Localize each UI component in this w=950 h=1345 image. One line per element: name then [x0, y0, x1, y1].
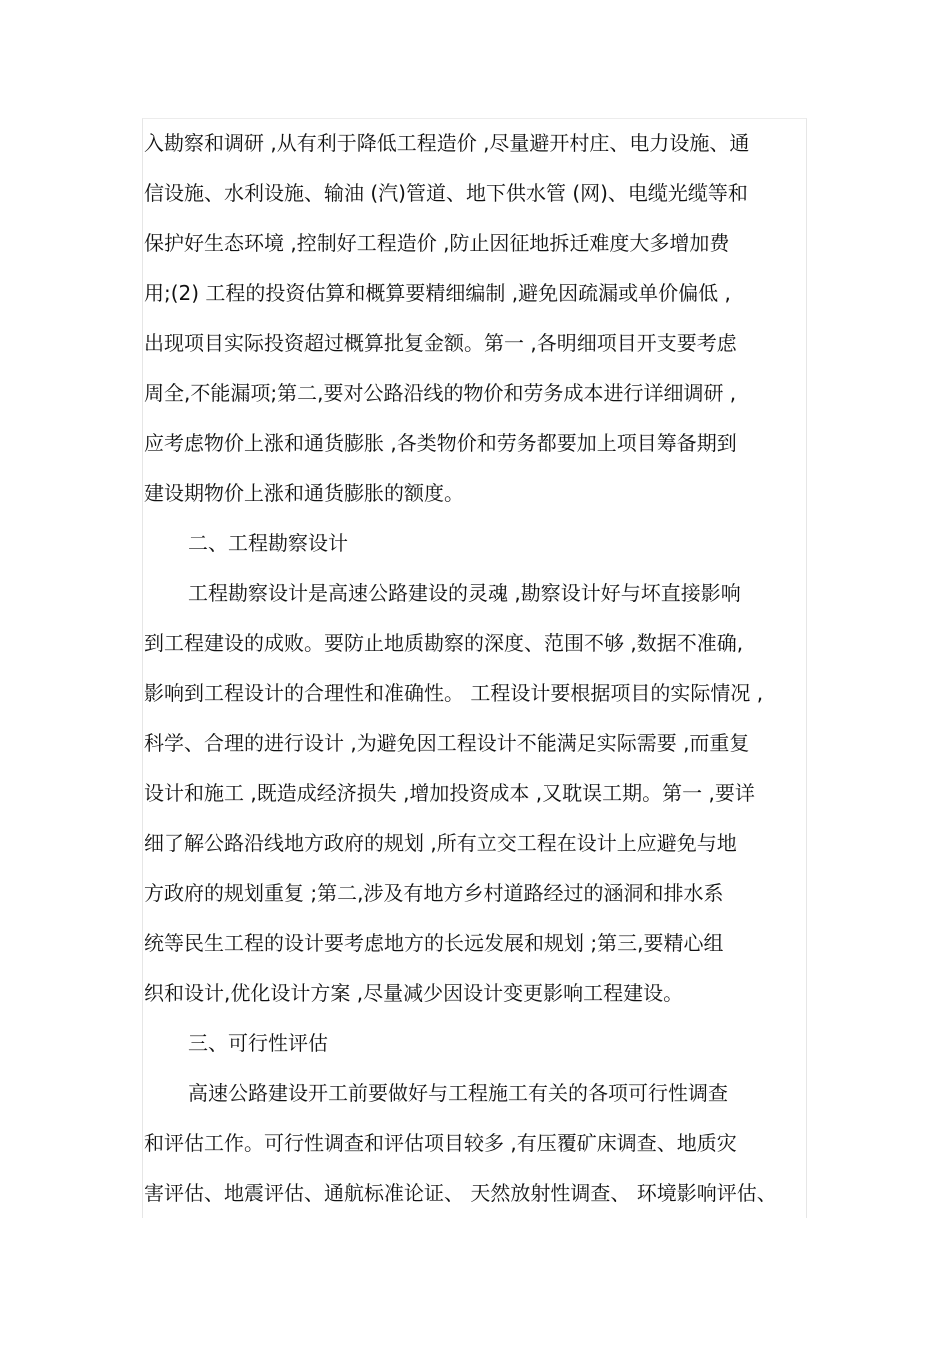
document-body — [144, 118, 814, 1218]
text-line: 方政府的规划重复 ;第二,涉及有地方乡村道路经过的涵洞和排水系 — [144, 881, 724, 905]
text-line: 设计和施工 ,既造成经济损失 ,增加投资成本 ,又耽误工期。第一 ,要详 — [144, 781, 755, 805]
text-line: 害评估、地震评估、通航标准论证、 天然放射性调查、 环境影响评估、 — [144, 1181, 777, 1205]
text-line: 影响到工程设计的合理性和准确性。 工程设计要根据项目的实际情况 , — [144, 681, 764, 705]
text-line: 科学、合理的进行设计 ,为避免因工程设计不能满足实际需要 ,而重复 — [144, 731, 750, 755]
text-line: 周全,不能漏项;第二,要对公路沿线的物价和劳务成本进行详细调研 , — [144, 381, 737, 405]
paragraph-start-line: 工程勘察设计是高速公路建设的灵魂 ,勘察设计好与坏直接影响 — [188, 581, 741, 605]
text-line: 织和设计,优化设计方案 ,尽量减少因设计变更影响工程建设。 — [144, 981, 684, 1005]
text-line: 出现项目实际投资超过概算批复金额。第一 ,各明细项目开支要考虑 — [144, 331, 737, 355]
text-line: 用;(2) 工程的投资估算和概算要精细编制 ,避免因疏漏或单价偏低 , — [144, 281, 731, 305]
text-line: 到工程建设的成败。要防止地质勘察的深度、范围不够 ,数据不准确, — [144, 631, 744, 655]
text-line: 统等民生工程的设计要考虑地方的长远发展和规划 ;第三,要精心组 — [144, 931, 724, 955]
section-heading: 三、可行性评估 — [188, 1031, 328, 1055]
text-line: 细了解公路沿线地方政府的规划 ,所有立交工程在设计上应避免与地 — [144, 831, 737, 855]
text-line: 建设期物价上涨和通货膨胀的额度。 — [144, 481, 464, 505]
section-heading: 二、工程勘察设计 — [188, 531, 348, 555]
text-line: 入勘察和调研 ,从有利于降低工程造价 ,尽量避开村庄、电力设施、通 — [144, 131, 750, 155]
text-line: 和评估工作。可行性调查和评估项目较多 ,有压覆矿床调查、地质灾 — [144, 1131, 737, 1155]
text-line: 应考虑物价上涨和通货膨胀 ,各类物价和劳务都要加上项目筹备期到 — [144, 431, 737, 455]
paragraph-start-line: 高速公路建设开工前要做好与工程施工有关的各项可行性调查 — [188, 1081, 728, 1105]
text-line: 保护好生态环境 ,控制好工程造价 ,防止因征地拆迁难度大多增加费 — [144, 231, 730, 255]
text-line: 信设施、水利设施、输油 (汽)管道、地下供水管 (网)、电缆光缆等和 — [144, 181, 748, 205]
